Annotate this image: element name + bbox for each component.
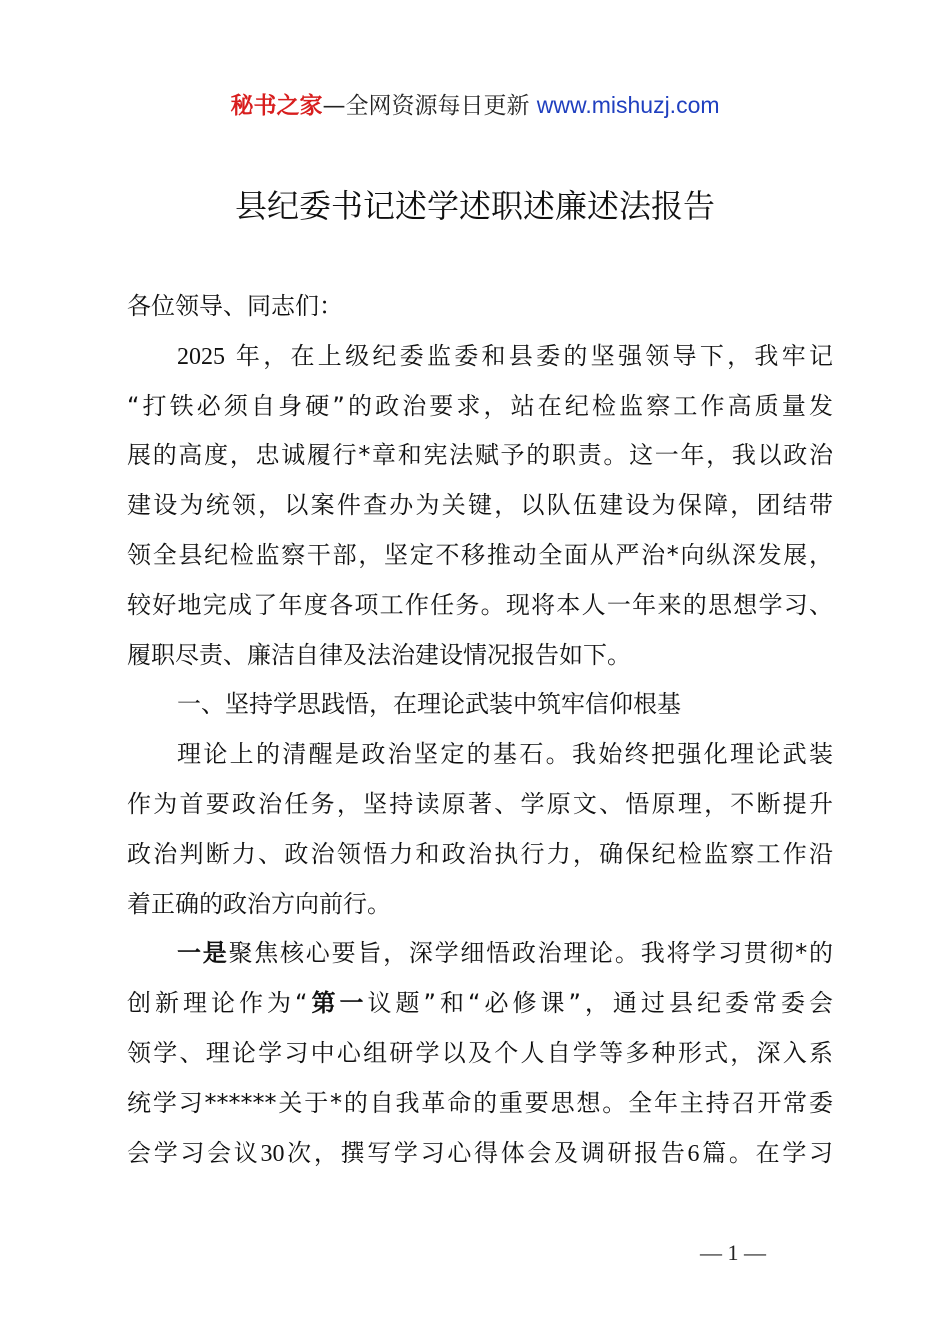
document-title: 县纪委书记述学述职述廉述法报告 — [234, 187, 715, 225]
document-body — [127, 282, 833, 1178]
paragraph-line: 政治判断力、政治领悟力和政治执行力，确保纪检监察工作沿 — [127, 839, 833, 868]
banner-brand: 秘书之家 — [230, 93, 323, 119]
paragraph-line: 领学、理论学习中心组研学以及个人自学等多种形式，深入系 — [127, 1038, 833, 1067]
site-banner — [0, 88, 950, 123]
paragraph-line: 领全县纪检监察干部，坚定不移推动全面从严治*向纵深发展， — [127, 540, 833, 569]
paragraph-line: 会学习会议30次，撰写学习心得体会及调研报告6篇。在学习 — [127, 1138, 834, 1167]
banner-url-link[interactable]: www.mishuzj.com — [536, 92, 720, 118]
paragraph-line: 着正确的政治方向前行。 — [127, 889, 391, 918]
paragraph-line: 履职尽责、廉洁自律及法治建设情况报告如下。 — [127, 640, 631, 669]
paragraph-line: 一是聚焦核心要旨，深学细悟政治理论。我将学习贯彻*的 — [177, 939, 834, 968]
paragraph-line: 展的高度，忠诚履行*章和宪法赋予的职责。这一年，我以政治 — [127, 441, 833, 470]
paragraph-line: 较好地完成了年度各项工作任务。现将本人一年来的思想学习、 — [127, 590, 833, 619]
paragraph-line: 2025 年，在上级纪委监委和县委的坚强领导下，我牢记 — [177, 341, 833, 370]
page-footer — [0, 1238, 950, 1268]
banner-tagline: —全网资源每日更新 — [322, 93, 530, 119]
paragraph-line: 创新理论作为“第一议题”和“必修课”，通过县纪委常委会 — [127, 989, 833, 1018]
paragraph-line: 理论上的清醒是政治坚定的基石。我始终把强化理论武装 — [177, 740, 833, 769]
salutation: 各位领导、同志们： — [127, 292, 343, 320]
paragraph-line: 统学习******关于*的自我革命的重要思想。全年主持召开常委 — [127, 1088, 833, 1117]
paragraph-line: 建设为统领，以案件查办为关键，以队伍建设为保障，团结带 — [127, 491, 833, 520]
section-heading: 一、坚持学思践悟，在理论武装中筑牢信仰根基 — [177, 690, 681, 719]
page-number: — 1 — — [700, 1240, 766, 1265]
paragraph-line: 作为首要政治任务，坚持读原著、学原文、悟原理，不断提升 — [127, 789, 833, 818]
paragraph-line: “打铁必须自身硬”的政治要求，站在纪检监察工作高质量发 — [127, 391, 833, 420]
